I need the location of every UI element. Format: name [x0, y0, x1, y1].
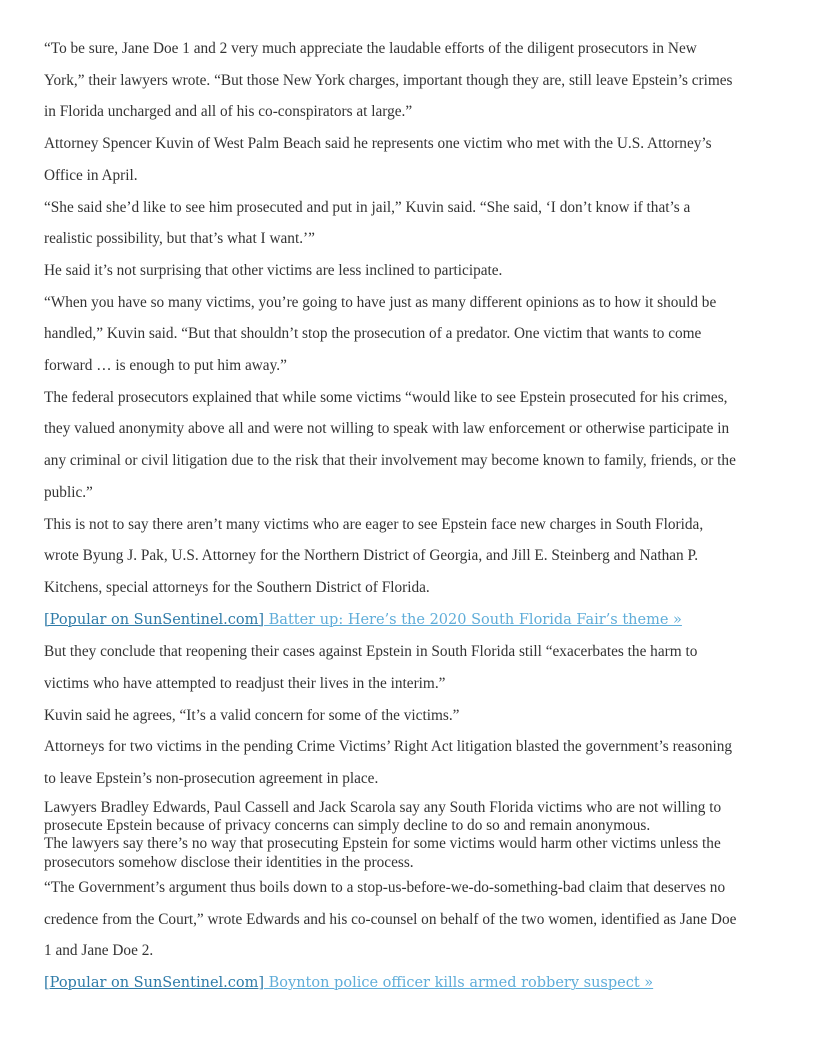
promo-link-text: Boynton police officer kills armed robbery suspect »	[264, 975, 654, 992]
paragraph	[44, 636, 772, 699]
paragraph	[44, 382, 772, 509]
paragraph-line: “She said she’d like to see him prosecuted and put in jail,” Kuvin said. “She said, ‘I don’t know if that’s a	[44, 198, 691, 216]
paragraph	[44, 255, 772, 287]
paragraph-line: prosecute Epstein because of privacy concerns can simply decline to do so and remain anonymous.	[44, 817, 651, 835]
paragraph	[44, 192, 772, 255]
paragraph-line: Attorneys for two victims in the pending Crime Victims’ Right Act litigation blasted the government’s reasoning	[44, 738, 733, 756]
paragraph-line: Kuvin said he agrees, “It’s a valid concern for some of the victims.”	[44, 706, 460, 724]
paragraph-line: wrote Byung J. Pak, U.S. Attorney for the Northern District of Georgia, and Jill E. Steinberg and Nathan P.	[44, 547, 699, 565]
paragraph-line: The federal prosecutors explained that while some victims “would like to see Epstein prosecuted for his crimes,	[44, 388, 728, 406]
paragraph-line: “To be sure, Jane Doe 1 and 2 very much appreciate the laudable efforts of the diligent prosecutors in New	[44, 40, 697, 57]
paragraph-line: to leave Epstein’s non-prosecution agreement in place.	[44, 770, 379, 788]
paragraph-line: prosecutors somehow disclose their identities in the process.	[44, 853, 414, 871]
promo-link[interactable]	[44, 612, 682, 628]
promo-link-line	[44, 604, 772, 637]
paragraph-line: He said it’s not surprising that other victims are less inclined to participate.	[44, 261, 503, 279]
paragraph-line: credence from the Court,” wrote Edwards and his co-counsel on behalf of the two women, identified as Jane Doe	[44, 910, 737, 928]
promo-link-text: Batter up: Here’s the 2020 South Florida Fair’s theme »	[264, 611, 682, 628]
promo-link[interactable]	[44, 975, 653, 991]
promo-link-prefix: [Popular on SunSentinel.com]	[44, 611, 265, 628]
paragraph	[44, 700, 772, 732]
paragraph	[44, 872, 772, 967]
paragraph-line: This is not to say there aren’t many victims who are eager to see Epstein face new charges in South Florida,	[44, 515, 704, 533]
paragraph-line: forward … is enough to put him away.”	[44, 357, 287, 375]
paragraph-line: 1 and Jane Doe 2.	[44, 942, 154, 960]
paragraph-line: “The Government’s argument thus boils down to a stop-us-before-we-do-something-bad claim that deserves no	[44, 879, 726, 897]
paragraph-line: any criminal or civil litigation due to the risk that their involvement may become known to family, friends, or the	[44, 452, 736, 470]
paragraph-line: Attorney Spencer Kuvin of West Palm Beach said he represents one victim who met with the U.S. Attorney’s	[44, 135, 712, 153]
paragraph	[44, 835, 772, 872]
paragraph	[44, 287, 772, 382]
paragraph-line: “When you have so many victims, you’re going to have just as many different opinions as to how it should be	[44, 293, 717, 311]
paragraph-line: they valued anonymity above all and were not willing to speak with law enforcement or otherwise participate in	[44, 420, 730, 438]
promo-link-line	[44, 967, 772, 1000]
paragraph	[44, 799, 772, 836]
paragraph-line: Kitchens, special attorneys for the Southern District of Florida.	[44, 578, 430, 596]
paragraph-line: But they conclude that reopening their cases against Epstein in South Florida still “exacerbates the harm to	[44, 643, 698, 661]
paragraph-line: victims who have attempted to readjust their lives in the interim.”	[44, 675, 446, 693]
paragraph	[44, 128, 772, 191]
paragraph-line: realistic possibility, but that’s what I want.’”	[44, 230, 315, 248]
paragraph-line: public.”	[44, 483, 93, 501]
paragraph-line: Office in April.	[44, 166, 138, 184]
article-body	[44, 33, 772, 1000]
promo-link-prefix: [Popular on SunSentinel.com]	[44, 975, 265, 992]
paragraph-line: handled,” Kuvin said. “But that shouldn’t stop the prosecution of a predator. One victim that wants to come	[44, 325, 702, 343]
paragraph-line: Lawyers Bradley Edwards, Paul Cassell and Jack Scarola say any South Florida victims who are not willing to	[44, 798, 722, 816]
paragraph-line: York,” their lawyers wrote. “But those New York charges, important though they are, still leave Epstein’s crimes	[44, 71, 733, 89]
paragraph	[44, 731, 772, 794]
paragraph	[44, 509, 772, 604]
paragraph-line: in Florida uncharged and all of his co-conspirators at large.”	[44, 103, 413, 121]
paragraph	[44, 33, 772, 128]
paragraph-line: The lawyers say there’s no way that prosecuting Epstein for some victims would harm other victims unless the	[44, 835, 721, 853]
